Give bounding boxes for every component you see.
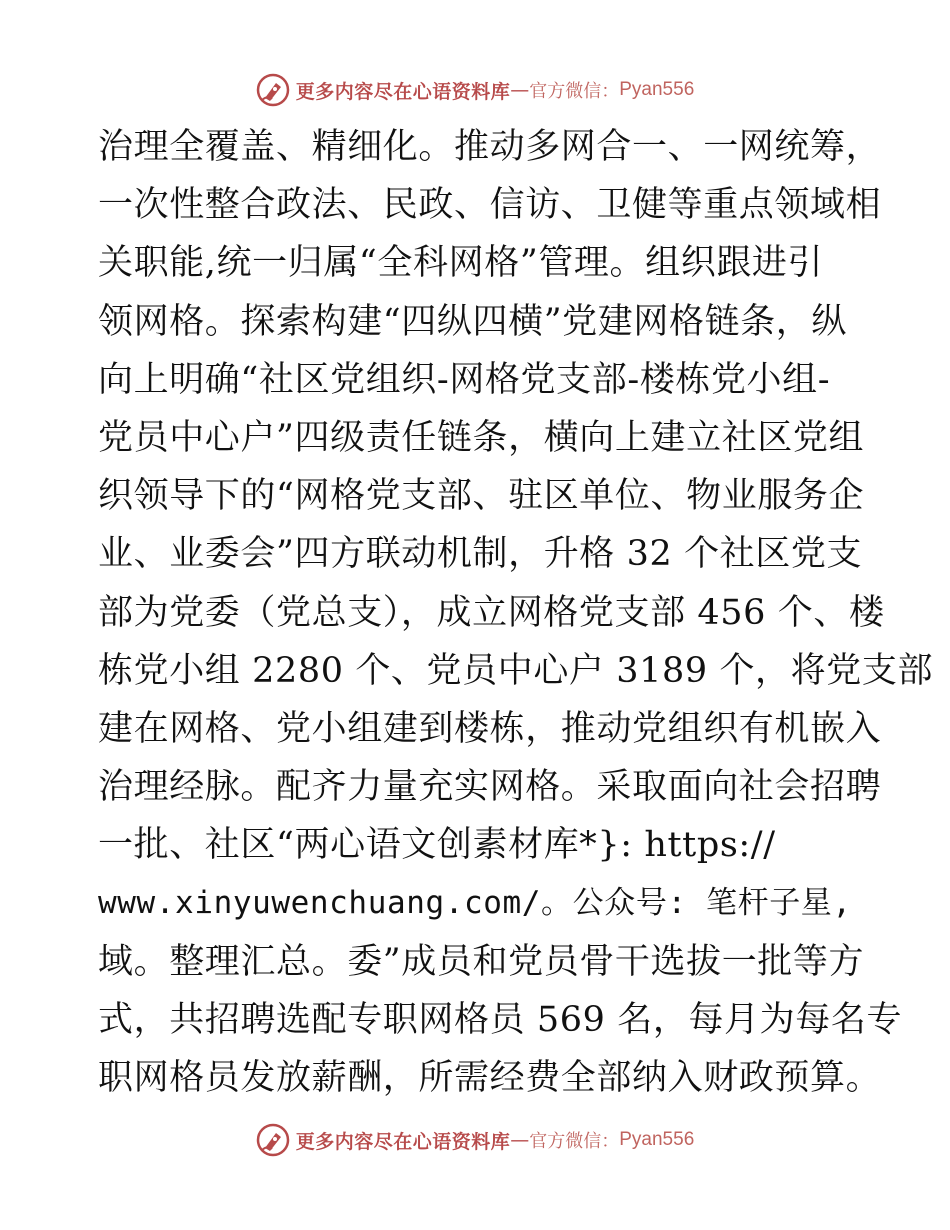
footer-banner: [0, 1120, 950, 1160]
text-line: 部为党委（党总支），成立网格党支部 456 个、楼: [98, 592, 885, 633]
footer-wechat-label: 官方微信：: [529, 1131, 620, 1152]
text-line: 治理全覆盖、精细化。推动多网合一、一网统筹，: [98, 127, 882, 167]
header-slogan: 更多内容尽在心语资料库: [295, 80, 511, 103]
text-line: 党员中心户”四级责任链条，横向上建立社区党组: [98, 417, 865, 458]
footer-separator: —: [510, 1129, 530, 1151]
pen-nib-logo-icon: [256, 1123, 290, 1157]
text-line: 栋党小组 2280 个、党员中心户 3189 个，将党支部: [98, 650, 934, 691]
text-line: 织领导下的“网格党支部、驻区单位、物业服务企: [98, 476, 865, 517]
header-banner: [0, 70, 950, 110]
header-wechat-id: Pyan556: [619, 79, 695, 100]
text-line: 向上明确“社区党组织-网格党支部-楼栋党小组-: [98, 359, 831, 400]
text-line: 业、业委会”四方联动机制，升格 32 个社区党支: [98, 534, 863, 575]
footer-wechat-id: Pyan556: [619, 1129, 695, 1150]
pen-nib-logo-icon: [256, 73, 290, 107]
text-line: 一次性整合政法、民政、信访、卫健等重点领域相: [98, 185, 882, 226]
text-line: 关职能,统一归属“全科网格”管理。组织跟进引: [98, 243, 824, 284]
text-line: 式，共招聘选配专职网格员 569 名，每月为每名专: [98, 999, 903, 1040]
document-body: [98, 118, 934, 1107]
header-wechat-label: 官方微信：: [529, 81, 620, 102]
text-line: 治理经脉。配齐力量充实网格。采取面向社会招聘: [98, 767, 882, 808]
footer-slogan: 更多内容尽在心语资料库: [295, 1130, 511, 1153]
header-separator: —: [510, 79, 530, 101]
text-line-url: www.xinyuwenchuang.com/。公众号: 笔杆子星,: [98, 885, 852, 922]
text-line: 域。整理汇总。委”成员和党员骨干选拔一批等方: [98, 941, 865, 982]
text-line: 领网格。探索构建“四纵四横”党建网格链条，纵: [98, 301, 847, 342]
text-line: 建在网格、党小组建到楼栋，推动党组织有机嵌入: [98, 708, 882, 749]
text-line: 职网格员发放薪酬，所需经费全部纳入财政预算。: [98, 1058, 882, 1098]
text-line: 一批、社区“两心语文创素材库*}: https://: [98, 825, 776, 866]
